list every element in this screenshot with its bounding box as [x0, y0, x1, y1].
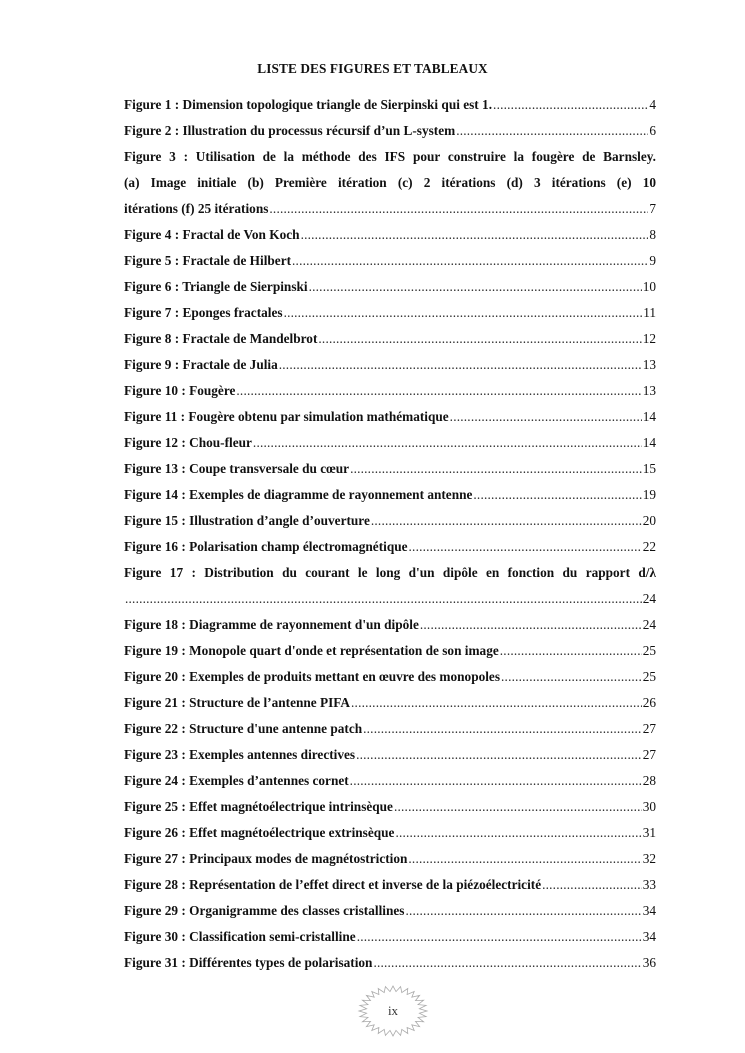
- toc-entry-label: Figure 10 : Fougère: [124, 383, 236, 398]
- toc-entry-label: Figure 4 : Fractal de Von Koch: [124, 227, 300, 242]
- toc-entry-page: 24: [642, 617, 656, 632]
- toc-entry-label: Figure 15 : Illustration d’angle d’ouverture: [124, 513, 370, 528]
- toc-entry-page: 14: [642, 435, 656, 450]
- toc-entry[interactable]: [124, 430, 656, 456]
- toc-entry-label: Figure 1 : Dimension topologique triangle de Sierpinski qui est 1.: [124, 97, 493, 112]
- toc-entry[interactable]: [124, 222, 656, 248]
- toc-entry[interactable]: [124, 716, 656, 742]
- toc-entry-label: Figure 29 : Organigramme des classes cristallines: [124, 903, 405, 918]
- toc-entry-label: Figure 9 : Fractale de Julia: [124, 357, 278, 372]
- toc-entry-page: 25: [642, 643, 656, 658]
- toc-entry-page: 14: [642, 409, 656, 424]
- toc-entry-label: Figure 23 : Exemples antennes directives: [124, 747, 356, 762]
- leader-dots: [373, 955, 641, 971]
- toc-entry-label: Figure 31 : Différentes types de polarisation: [124, 955, 373, 970]
- toc-entry-label-line: Figure 17 : Distribution du courant le long d'un dipôle en fonction du rapport d/λ: [124, 565, 656, 580]
- toc-entry-label: Figure 18 : Diagramme de rayonnement d'un dipôle: [124, 617, 419, 632]
- leader-dots: [236, 383, 641, 399]
- toc-entry[interactable]: [124, 742, 656, 768]
- leader-dots: [309, 279, 642, 295]
- toc-entry-label: Figure 21 : Structure de l’antenne PIFA: [124, 695, 351, 710]
- toc-entry-label: Figure 2 : Illustration du processus récursif d’un L-system: [124, 123, 456, 138]
- leader-dots: [450, 409, 642, 425]
- toc-entry-label: itérations (f) 25 itérations: [124, 201, 269, 216]
- toc-entry-label: Figure 7 : Eponges fractales: [124, 305, 283, 320]
- toc-entry-page: 13: [642, 357, 656, 372]
- toc-entry-label: Figure 20 : Exemples de produits mettant en œuvre des monopoles: [124, 669, 501, 684]
- leader-dots: [363, 721, 642, 737]
- toc-entry[interactable]: [124, 768, 656, 794]
- toc-entry-label: Figure 27 : Principaux modes de magnétostriction: [124, 851, 408, 866]
- toc-entry-page: 33: [642, 877, 656, 892]
- toc-entry[interactable]: [124, 820, 656, 846]
- toc-entry-label: Figure 5 : Fractale de Hilbert: [124, 253, 292, 268]
- toc-entry[interactable]: [124, 846, 656, 872]
- toc-entry-page: 26: [642, 695, 656, 710]
- toc-entry[interactable]: [124, 378, 656, 404]
- toc-entry[interactable]: [124, 144, 656, 222]
- toc-entry-label-line: (a) Image initiale (b) Première itération (c) 2 itérations (d) 3 itérations (e) 10: [124, 175, 656, 190]
- toc-entry-page: 15: [642, 461, 656, 476]
- leader-dots: [351, 695, 642, 711]
- toc-entry[interactable]: [124, 794, 656, 820]
- toc-entry-label: Figure 25 : Effet magnétoélectrique intrinsèque: [124, 799, 393, 814]
- leader-dots: [456, 123, 648, 139]
- page-number: ix: [387, 1003, 399, 1018]
- leader-dots: [500, 643, 642, 659]
- toc-entry[interactable]: [124, 300, 656, 326]
- toc-entry-label: Figure 28 : Représentation de l’effet direct et inverse de la piézoélectricité: [124, 877, 542, 892]
- leader-dots: [408, 851, 641, 867]
- toc-entry-label: Figure 26 : Effet magnétoélectrique extrinsèque: [124, 825, 395, 840]
- toc-entry-page: 10: [642, 279, 656, 294]
- toc-entry-page: 30: [642, 799, 656, 814]
- leader-dots: [394, 799, 642, 815]
- toc-entry-page: 19: [642, 487, 656, 502]
- toc-entry[interactable]: [124, 872, 656, 898]
- leader-dots: [284, 305, 643, 321]
- leader-dots: [269, 196, 648, 222]
- toc-entry-label: Figure 8 : Fractale de Mandelbrot: [124, 331, 318, 346]
- toc-entry-page: 7: [649, 201, 656, 216]
- leader-dots: [395, 825, 641, 841]
- toc-entry[interactable]: [124, 924, 656, 950]
- leader-dots: [292, 253, 648, 269]
- toc-entry-label: Figure 14 : Exemples de diagramme de rayonnement antenne: [124, 487, 473, 502]
- toc-entry[interactable]: [124, 612, 656, 638]
- leader-dots: [357, 929, 642, 945]
- leader-dots: [350, 773, 642, 789]
- page-number-badge: [357, 984, 429, 1038]
- leader-dots: [279, 357, 642, 373]
- toc-entry-page: 28: [642, 773, 656, 788]
- toc-entry-page: 31: [642, 825, 656, 840]
- toc-entry-page: 34: [642, 929, 656, 944]
- toc-entry-page: 4: [649, 97, 656, 112]
- toc-entry-page: 13: [642, 383, 656, 398]
- leader-dots: [356, 747, 642, 763]
- toc-entry-label: Figure 22 : Structure d'une antenne patch: [124, 721, 363, 736]
- page-title: LISTE DES FIGURES ET TABLEAUX: [257, 61, 488, 76]
- toc-entry-label: Figure 16 : Polarisation champ électromagnétique: [124, 539, 408, 554]
- toc-entry-label: Figure 11 : Fougère obtenu par simulation mathématique: [124, 409, 449, 424]
- leader-dots: [301, 227, 649, 243]
- toc-entry-page: 34: [642, 903, 656, 918]
- toc-entry[interactable]: [124, 404, 656, 430]
- toc-entry-label-line: Figure 3 : Utilisation de la méthode des IFS pour construire la fougère de Barnsley.: [124, 149, 656, 164]
- toc-entry[interactable]: [124, 950, 656, 976]
- toc-entry[interactable]: [124, 274, 656, 300]
- toc-entry[interactable]: [124, 690, 656, 716]
- toc-entry[interactable]: [124, 248, 656, 274]
- toc-entry[interactable]: [124, 352, 656, 378]
- toc-entry[interactable]: [124, 898, 656, 924]
- toc-entry[interactable]: [124, 482, 656, 508]
- toc-entry[interactable]: [124, 456, 656, 482]
- toc-entry-page: 22: [642, 539, 656, 554]
- leader-dots: [409, 539, 642, 555]
- toc-entry-label: Figure 30 : Classification semi-cristalline: [124, 929, 356, 944]
- toc-entry-page: 27: [642, 721, 656, 736]
- toc-entry[interactable]: [124, 560, 656, 612]
- table-of-figures: [124, 92, 656, 976]
- toc-entry[interactable]: [124, 118, 656, 144]
- leader-dots: [253, 435, 642, 451]
- leader-dots: [420, 617, 642, 633]
- toc-entry-page: 9: [649, 253, 656, 268]
- toc-entry-label: Figure 19 : Monopole quart d'onde et représentation de son image: [124, 643, 499, 658]
- toc-entry-page: 11: [643, 305, 656, 320]
- toc-entry-page: 8: [649, 227, 656, 242]
- leader-dots: [318, 331, 641, 347]
- toc-entry-page: 12: [642, 331, 656, 346]
- toc-entry[interactable]: [124, 92, 656, 118]
- toc-entry-page: 20: [642, 513, 656, 528]
- toc-entry-label: Figure 6 : Triangle de Sierpinski: [124, 279, 308, 294]
- leader-dots: [125, 586, 642, 612]
- toc-entry-page: 36: [642, 955, 656, 970]
- toc-entry[interactable]: [124, 508, 656, 534]
- toc-entry[interactable]: [124, 664, 656, 690]
- toc-entry-label: Figure 13 : Coupe transversale du cœur: [124, 461, 350, 476]
- leader-dots: [405, 903, 641, 919]
- toc-entry-page: 32: [642, 851, 656, 866]
- leader-dots: [493, 97, 648, 113]
- leader-dots: [501, 669, 642, 685]
- toc-entry-label: Figure 12 : Chou-fleur: [124, 435, 252, 450]
- leader-dots: [350, 461, 642, 477]
- toc-entry[interactable]: [124, 326, 656, 352]
- toc-entry-page: 25: [642, 669, 656, 684]
- toc-entry[interactable]: [124, 534, 656, 560]
- toc-entry-label: Figure 24 : Exemples d’antennes cornet: [124, 773, 349, 788]
- leader-dots: [473, 487, 641, 503]
- toc-entry-page: 27: [642, 747, 656, 762]
- leader-dots: [371, 513, 642, 529]
- leader-dots: [542, 877, 642, 893]
- toc-entry-page: 24: [642, 591, 656, 606]
- toc-entry[interactable]: [124, 638, 656, 664]
- toc-entry-page: 6: [649, 123, 656, 138]
